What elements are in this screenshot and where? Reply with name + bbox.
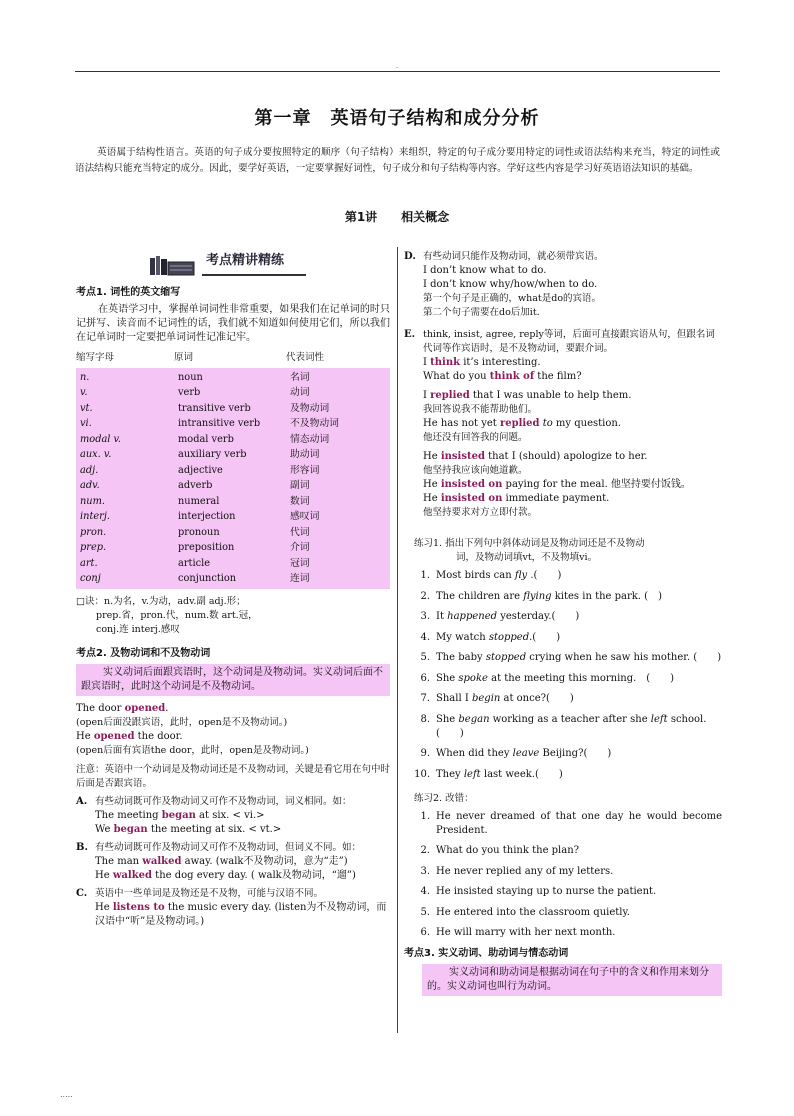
text: Beijing?( ) [539,748,612,759]
item-text [436,631,722,645]
table-row [80,572,386,588]
item-number: 5. [420,906,430,918]
pos-table [76,368,390,589]
pos-cell: 感叹词 [290,511,320,523]
text: The baby [436,652,486,663]
example: 第一个句子是正确的，what是do的宾语。 [423,293,602,304]
text: I [423,390,431,401]
word-cell: adverb [178,480,213,492]
italic-verb: stopped [488,631,530,643]
header-pos: 代表词性 [286,352,325,363]
pos-cell: 介词 [290,542,310,554]
text: away. (walk不及物动词，意为“走”) [181,856,348,867]
abbr-cell: modal v. [80,433,122,445]
table-row [80,448,386,464]
italic-verb: flying [523,590,552,602]
exercise-1-title [404,537,722,565]
item-text [436,590,722,604]
banner-underline [202,274,306,276]
mnemonic-line-2: prep.省，pron.代，num.数 art.冠， [96,610,258,621]
books-icon [150,256,198,276]
italic-verb: begin [471,693,501,704]
abbr-cell: interj. [80,511,111,523]
text: Most birds can [436,570,515,581]
translation: 他坚持要求对方立即付款。 [423,507,538,518]
text: We [95,824,114,835]
highlight-verb: think of [489,371,535,382]
item-number: 1. [420,810,430,822]
text: the film? [534,371,582,382]
exercise-2-title: 练习2. 改错： [414,792,474,804]
pos-cell: 助动词 [290,449,320,461]
item-text [436,768,722,782]
italic-verb: began [458,713,490,725]
exercise-1-list [404,569,722,782]
abbr-cell: prep. [80,542,107,554]
pos-cell: 连词 [290,573,310,585]
word-cell: conjunction [178,573,237,585]
translation: 我回答说我不能帮助他们。 [423,404,538,415]
text: When did they [436,748,513,759]
exercise-item [404,865,722,879]
abbr-cell: adv. [80,480,100,492]
word-cell: article [178,557,211,569]
example [423,492,722,506]
pos-cell: 冠词 [290,557,310,569]
left-column [76,250,390,929]
k1-intro: 在英语学习中，掌握单词词性非常重要，如果我们在记单词的时只记拼写、读音而不记词性的话，我们就不知道如何使用它们，所以我们在记单词时一定要把单词词性记准记牢。 [76,304,390,343]
exercise-item [404,651,722,665]
footer-dots: ..... [60,1090,73,1099]
text: The door [76,703,125,714]
exercise-item [404,747,722,761]
k2-example-1-note: (open后面没跟宾语，此时，open是不及物动词。) [76,717,288,728]
text: He [95,870,113,881]
point-letter: B. [76,842,88,853]
table-row [80,463,386,479]
k3-definition-box: 实义动词和助动词是根据动词在句子中的含义和作用来划分的。实义动词也叫行为动词。 [422,964,722,996]
word-cell: preposition [178,542,235,554]
text: He has not yet [423,418,500,429]
header-word: 原词 [174,352,194,363]
word-cell: interjection [178,511,236,523]
item-text: He entered into the classroom quietly. [436,906,630,918]
section-banner [76,250,390,280]
preposition: to [539,418,553,429]
item-text [436,692,722,706]
text: She [436,672,459,684]
item-text [436,713,722,741]
example: I don’t know why/how/when to do. [423,279,598,290]
item-text [436,747,722,761]
text: crying when he saw his mother. ( ) [526,652,722,663]
italic-verb: left [463,768,481,780]
header-dot: . [396,62,399,70]
pos-cell: 副词 [290,480,310,492]
example [95,809,390,823]
text: He [95,902,113,913]
pos-cell: 情态动词 [290,433,330,445]
chapter-title: 第一章 英语句子结构和成分分析 [254,108,540,129]
example [95,855,390,869]
exercise-item [404,768,722,782]
text: last week.( ) [480,768,563,780]
item-text: He never dreamed of that one day he would become President. [436,810,722,836]
highlight-verb: walked [112,870,152,881]
text: My watch [436,631,489,643]
pos-cell: 及物动词 [290,402,330,414]
exercise-item [404,906,722,920]
word-cell: noun [178,371,203,383]
italic-verb: fly [514,570,528,581]
item-number: 4. [420,631,430,643]
item-text: What do you think the plan? [436,845,580,856]
item-number: 7. [420,693,430,704]
item-text [436,651,722,665]
intro-paragraph: 英语属于结构性语言。英语的句子成分要按照特定的顺序（句子结构）来组织，特定的句子成分要用特定的词性或语法结构来充当，特定的词性或语法结构只能充当特定的成分。因此，要学好英语，一定要掌握好词性，句子成分和句子结构等内容。学好这些内容是学习好英语语法知识的基础。 [75,147,720,174]
exercise-item [404,569,722,583]
k1-title: 考点1. 词性的英文缩写 [76,287,181,298]
point-letter: C. [76,888,88,899]
item-text: He insisted staying up to nurse the patient. [436,886,657,897]
translation: 他还没有回答我的问题。 [423,432,528,443]
text: paying for the meal. 他坚持要付饭钱。 [502,479,691,490]
text: She [436,713,459,725]
item-number: 3. [420,865,430,877]
item-text [436,672,722,686]
text: The children are [436,590,524,602]
table-row [80,432,386,448]
highlight-verb: insisted on [440,479,503,490]
highlight-verb: replied [499,418,540,429]
k2-note: 注意：英语中一个动词是及物动词还是不及物动词，关键是看它用在句中时后面是否跟宾语。 [76,764,390,789]
pos-cell: 形容词 [290,464,320,476]
point-text: 英语中一些单词是及物还是不及物，可能与汉语不同。 [95,888,324,899]
text: The man [95,856,143,867]
text: it’s interesting. [460,357,541,368]
k2-example-1 [76,702,390,716]
item-number: 9. [420,748,430,759]
text: working as a teacher after she [489,713,651,725]
text: the meeting at six. < vt.> [147,824,282,835]
table-row [80,386,386,402]
exercise-1-title-line-2: 词，及物动词填vt，不及物填vi。 [456,552,598,563]
column-divider [397,247,398,1033]
exercise-item [404,610,722,624]
translation: 他坚持我应该向她道歉。 [423,465,528,476]
mnemonic-line-3: conj.连 interj.感叹 [96,624,180,635]
abbr-cell: vt. [80,402,93,414]
exercise-item [404,692,722,706]
k2-example-2-note: (open后面有宾语the door，此时，open是及物动词。) [76,745,309,756]
item-text: He will marry with her next month. [436,927,616,938]
text: I [423,357,431,368]
pos-cell: 动词 [290,387,310,399]
abbr-cell: adj. [80,464,99,476]
highlight-verb: opened [93,731,135,742]
exercise-item [404,844,722,858]
text: kites in the park. ( ) [551,590,662,602]
point-letter: E. [404,329,416,340]
pos-cell: 代词 [290,526,310,538]
k3-title: 考点3. 实义动词、助动词与情态动词 [404,947,569,959]
table-row [80,556,386,572]
example [423,370,722,384]
example [95,901,390,929]
exercise-item [404,590,722,604]
lecture-heading: 第1讲 相关概念 [344,210,450,224]
item-number: 2. [420,590,430,602]
item-number: 3. [420,611,430,622]
item-number: 5. [420,652,430,663]
italic-verb: stopped [485,652,527,663]
exercise-1-title-line-1: 练习1. 指出下列句中斜体动词是及物动词还是不及物动 [414,538,645,549]
table-row [80,417,386,433]
text: my question. [552,418,621,429]
example [423,450,722,464]
italic-verb: happened [447,611,498,622]
mnemonic-line-1: □诀：n.为名，v.为动，adv.副 adj.形； [76,596,246,607]
text: The meeting [95,810,162,821]
text: that I was unable to help them. [469,390,632,401]
point-text: 有些动词只能作及物动词，就必须带宾语。 [423,251,604,262]
table-row [80,541,386,557]
example: I don’t know what to do. [423,265,547,276]
right-column [404,250,722,1002]
item-text [436,569,722,583]
table-row [80,494,386,510]
text: at once?( ) [500,693,574,704]
word-cell: verb [178,387,201,399]
abbr-cell: v. [80,387,88,399]
example [95,823,390,837]
mnemonic [76,595,390,637]
italic-verb: spoke [458,672,488,684]
exercise-item [404,810,722,838]
point-d [404,250,722,320]
exercise-item [404,885,722,899]
k2-example-2 [76,730,390,744]
text: He [423,451,441,462]
point-text: think, insist, agree, reply等词，后面可直接跟宾语从句，但跟名词代词等作宾语时，是不及物动词，要跟介词。 [423,329,715,354]
example [423,389,722,403]
point-letter: A. [76,796,88,807]
table-row [80,401,386,417]
abbr-cell: pron. [80,526,107,538]
highlight-verb: insisted on [440,493,503,504]
highlight-verb: replied [430,390,470,401]
highlight-verb: began [161,810,196,821]
item-text: He never replied any of my letters. [436,865,614,877]
text: Shall I [436,693,472,704]
abbr-cell: aux. v. [80,449,112,461]
text: He [423,493,441,504]
pos-cell: 不及物动词 [290,418,339,430]
abbr-cell: conj [80,573,101,585]
italic-verb: left [650,713,668,725]
exercise-item [404,926,722,940]
text: at the meeting this morning. ( ) [487,672,675,684]
text: . [165,703,169,714]
exercise-item [404,631,722,645]
example [423,478,722,492]
word-cell: auxiliary verb [178,449,247,461]
item-number: 2. [420,845,430,856]
text: What do you [423,371,490,382]
table-row [80,525,386,541]
text: .( ) [527,570,562,581]
point-b [76,841,390,883]
k2-definition-box: 实义动词后面跟宾语时，这个动词是及物动词。实义动词后面不跟宾语时，此时这个动词是不及物动词。 [76,664,390,696]
text: that I (should) apologize to her. [484,451,648,462]
example [95,869,390,883]
text: the door. [134,731,183,742]
item-number: 10. [414,768,430,780]
abbr-cell: vi. [80,418,92,430]
pos-cell: 数词 [290,495,310,507]
text: immediate payment. [502,493,610,504]
italic-verb: leave [512,748,540,759]
text: school.( ) [436,713,707,739]
banner-label: 考点精讲精练 [206,253,285,268]
highlight-verb: think [430,357,461,368]
word-cell: intransitive verb [178,418,261,430]
abbr-cell: num. [80,495,106,507]
highlight-verb: opened [124,703,166,714]
highlight-verb: insisted [440,451,485,462]
point-c [76,887,390,929]
point-letter: D. [404,251,416,262]
word-cell: transitive verb [178,402,251,414]
word-cell: adjective [178,464,223,476]
text: He [423,479,441,490]
item-number: 1. [420,570,430,581]
table-row [80,370,386,386]
item-number: 6. [420,927,430,938]
text: .( ) [529,631,561,643]
word-cell: modal verb [178,433,234,445]
table-row [80,510,386,526]
exercise-2-list [404,810,722,941]
word-cell: numeral [178,495,220,507]
highlight-verb: listens to [112,902,165,913]
text: yesterday.( ) [497,611,580,622]
item-number: 4. [420,886,430,897]
point-a [76,795,390,837]
k2-title: 考点2. 及物动词和不及物动词 [76,648,211,659]
text: He [76,731,94,742]
pos-cell: 名词 [290,371,310,383]
text: They [436,768,464,780]
text: It [436,611,448,622]
example [423,356,722,370]
example: 第二个句子需要在do后加it. [423,307,540,318]
text: the dog every day. ( walk及物动词，“遛”) [152,870,356,881]
highlight-verb: walked [142,856,182,867]
point-e [404,328,722,525]
point-text: 有些动词既可作及物动词又可作不及物动词，但词义不同。如： [95,842,362,853]
text: at six. < vi.> [195,810,265,821]
item-number: 6. [420,672,430,684]
exercise-item [404,672,722,686]
example [423,417,722,431]
point-text: 有些动词既可作及物动词又可作不及物动词，词义相同。如： [95,796,352,807]
item-number: 8. [420,713,430,725]
item-text [436,610,722,624]
abbr-cell: n. [80,371,90,383]
text: the music every day. (listen为不及物动词，而汉语中“听”是及物动词。) [95,902,387,927]
abbr-cell: art. [80,557,98,569]
table-header [76,351,390,365]
header-rule [75,71,720,72]
exercise-item [404,713,722,741]
word-cell: pronoun [178,526,220,538]
table-row [80,479,386,495]
header-abbr: 缩写字母 [76,352,115,363]
highlight-verb: began [113,824,148,835]
